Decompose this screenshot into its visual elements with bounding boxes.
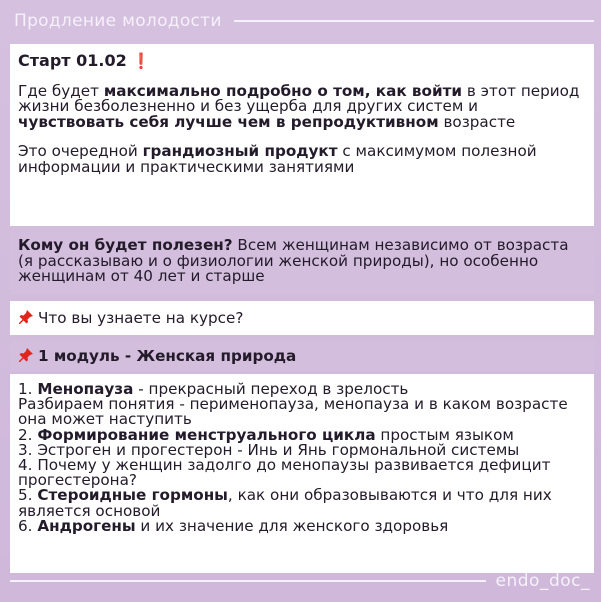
list-item: 3. Эстроген и прогестерон - Инь и Янь гормональной системы — [18, 440, 520, 459]
pushpin-icon — [18, 347, 34, 363]
learn-label: Что вы узнаете на курсе? — [38, 309, 244, 327]
list-item: 4. Почему у женщин задолго до менопаузы развивается дефицит прогестерона? — [18, 456, 551, 490]
exclamation-icon: ❗ — [131, 52, 151, 70]
start-line — [18, 53, 586, 70]
audience-block — [10, 232, 594, 294]
header — [14, 8, 594, 34]
list-item: 1. Менопауза - прекрасный переход в зрелость — [18, 380, 409, 398]
list-item: 6. Андрогены и их значение для женского здоровья — [18, 516, 449, 535]
page-title: Продление молодости — [14, 11, 222, 31]
audience-text: Кому он будет полезен? Всем женщинам независимо от возраста (я рассказываю и о физиологии женской природы), но особенно женщинам от 40 лет и старше — [18, 236, 569, 285]
intro-paragraph-2: Это очередной грандиозный продукт с максимумом полезной информации и практическими занятиями — [18, 142, 537, 176]
pushpin-icon — [18, 309, 34, 325]
footer-divider — [10, 580, 486, 582]
footer — [0, 570, 590, 592]
list-item: Разбираем понятия - перименопауза, менопауза и в каком возрасте она может наступить — [18, 395, 568, 429]
learn-card — [10, 301, 594, 335]
intro-card — [10, 44, 594, 226]
module-title: 1 модуль - Женская природа — [38, 347, 297, 365]
intro-paragraph-1: Где будет максимально подробно о том, как войти в этот период жизни безболезненно и без ущерба для других систем и чувствовать себя лучше чем в репродуктивном возрасте — [18, 81, 580, 131]
start-label: Старт 01.02 — [18, 51, 127, 70]
list-item: 5. Стероидные гормоны, как они образовываются и что для них является основой — [18, 486, 552, 520]
list-item: 2. Формирование менструального цикла простым языком — [18, 425, 514, 444]
topics-card — [10, 374, 594, 573]
audience-question: Кому он будет полезен? — [18, 236, 233, 254]
header-divider — [234, 20, 594, 22]
module-block — [10, 341, 594, 371]
author-handle: endo_doc_ — [495, 571, 590, 591]
